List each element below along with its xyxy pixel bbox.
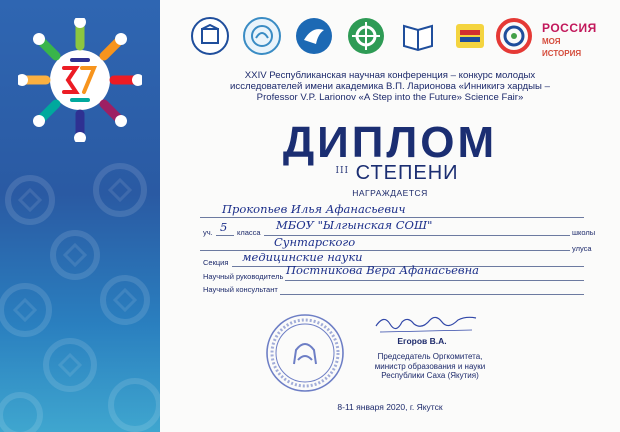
official-seal-icon bbox=[264, 312, 346, 394]
signer-role-line-3: Республики Саха (Якутия) bbox=[381, 371, 479, 381]
diploma-title: ДИПЛОМ bbox=[282, 118, 498, 167]
class-label: класса bbox=[237, 228, 261, 237]
recipient-name: Прокопьев Илья Афанасьевич bbox=[222, 202, 406, 216]
ulus-label: улуса bbox=[572, 244, 592, 253]
conference-emblem-icon bbox=[18, 18, 142, 142]
globe-logo-icon bbox=[494, 16, 534, 56]
grade-value: 5 bbox=[220, 220, 228, 234]
conference-line-3: Professor V.P. Larionov «A Step into the Future» Science Fair» bbox=[256, 92, 524, 103]
partner-logos bbox=[190, 16, 600, 66]
signer-role bbox=[350, 352, 510, 381]
supervisor-value: Постникова Вера Афанасьевна bbox=[286, 263, 480, 277]
student-prefix: уч. bbox=[203, 228, 213, 237]
consultant-label: Научный консультант bbox=[203, 285, 278, 294]
signer-role-line-2: министр образования и науки bbox=[374, 361, 486, 371]
handwritten-signature bbox=[372, 308, 482, 338]
section-label: Секция bbox=[203, 258, 229, 267]
flag-logo-icon bbox=[450, 16, 490, 56]
ulus-value: Сунтарского bbox=[274, 235, 356, 249]
brand-subtitle: МОЯ ИСТОРИЯ bbox=[542, 37, 582, 58]
russia-my-history-logo bbox=[542, 22, 600, 60]
signer-role-line-1: Председатель Оргкомитета, bbox=[377, 352, 483, 361]
school-label: школы bbox=[572, 228, 596, 237]
ornament-logo-icon bbox=[346, 16, 386, 56]
signer-name: Егоров В.А. bbox=[397, 336, 447, 346]
conference-line-2: исследователей имени академика В.П. Ларионова «Инникигэ хардыы – bbox=[230, 81, 550, 92]
decorative-sidebar bbox=[0, 0, 160, 432]
school-value: МБОУ "Ылгынская СОШ" bbox=[276, 218, 433, 232]
bird-logo-icon bbox=[294, 16, 334, 56]
academy-logo-icon bbox=[242, 16, 282, 56]
book-logo-icon bbox=[398, 16, 438, 56]
section-value: медицинские науки bbox=[242, 250, 363, 264]
degree-label: СТЕПЕНИ bbox=[355, 162, 459, 184]
diploma-degree bbox=[322, 162, 472, 185]
date-place: 8-11 января 2020, г. Якутск bbox=[337, 402, 443, 412]
degree-number: III bbox=[335, 166, 350, 176]
awarded-label: НАГРАЖДАЕТСЯ bbox=[352, 188, 428, 198]
brand-title: РОССИЯ bbox=[542, 21, 597, 35]
supervisor-label: Научный руководитель bbox=[203, 272, 284, 281]
ministry-logo-icon bbox=[190, 16, 230, 56]
conference-line-1: XXIV Республиканская научная конференция – конкурс молодых bbox=[244, 70, 536, 81]
consultant-line bbox=[280, 282, 584, 295]
conference-header bbox=[180, 70, 600, 103]
